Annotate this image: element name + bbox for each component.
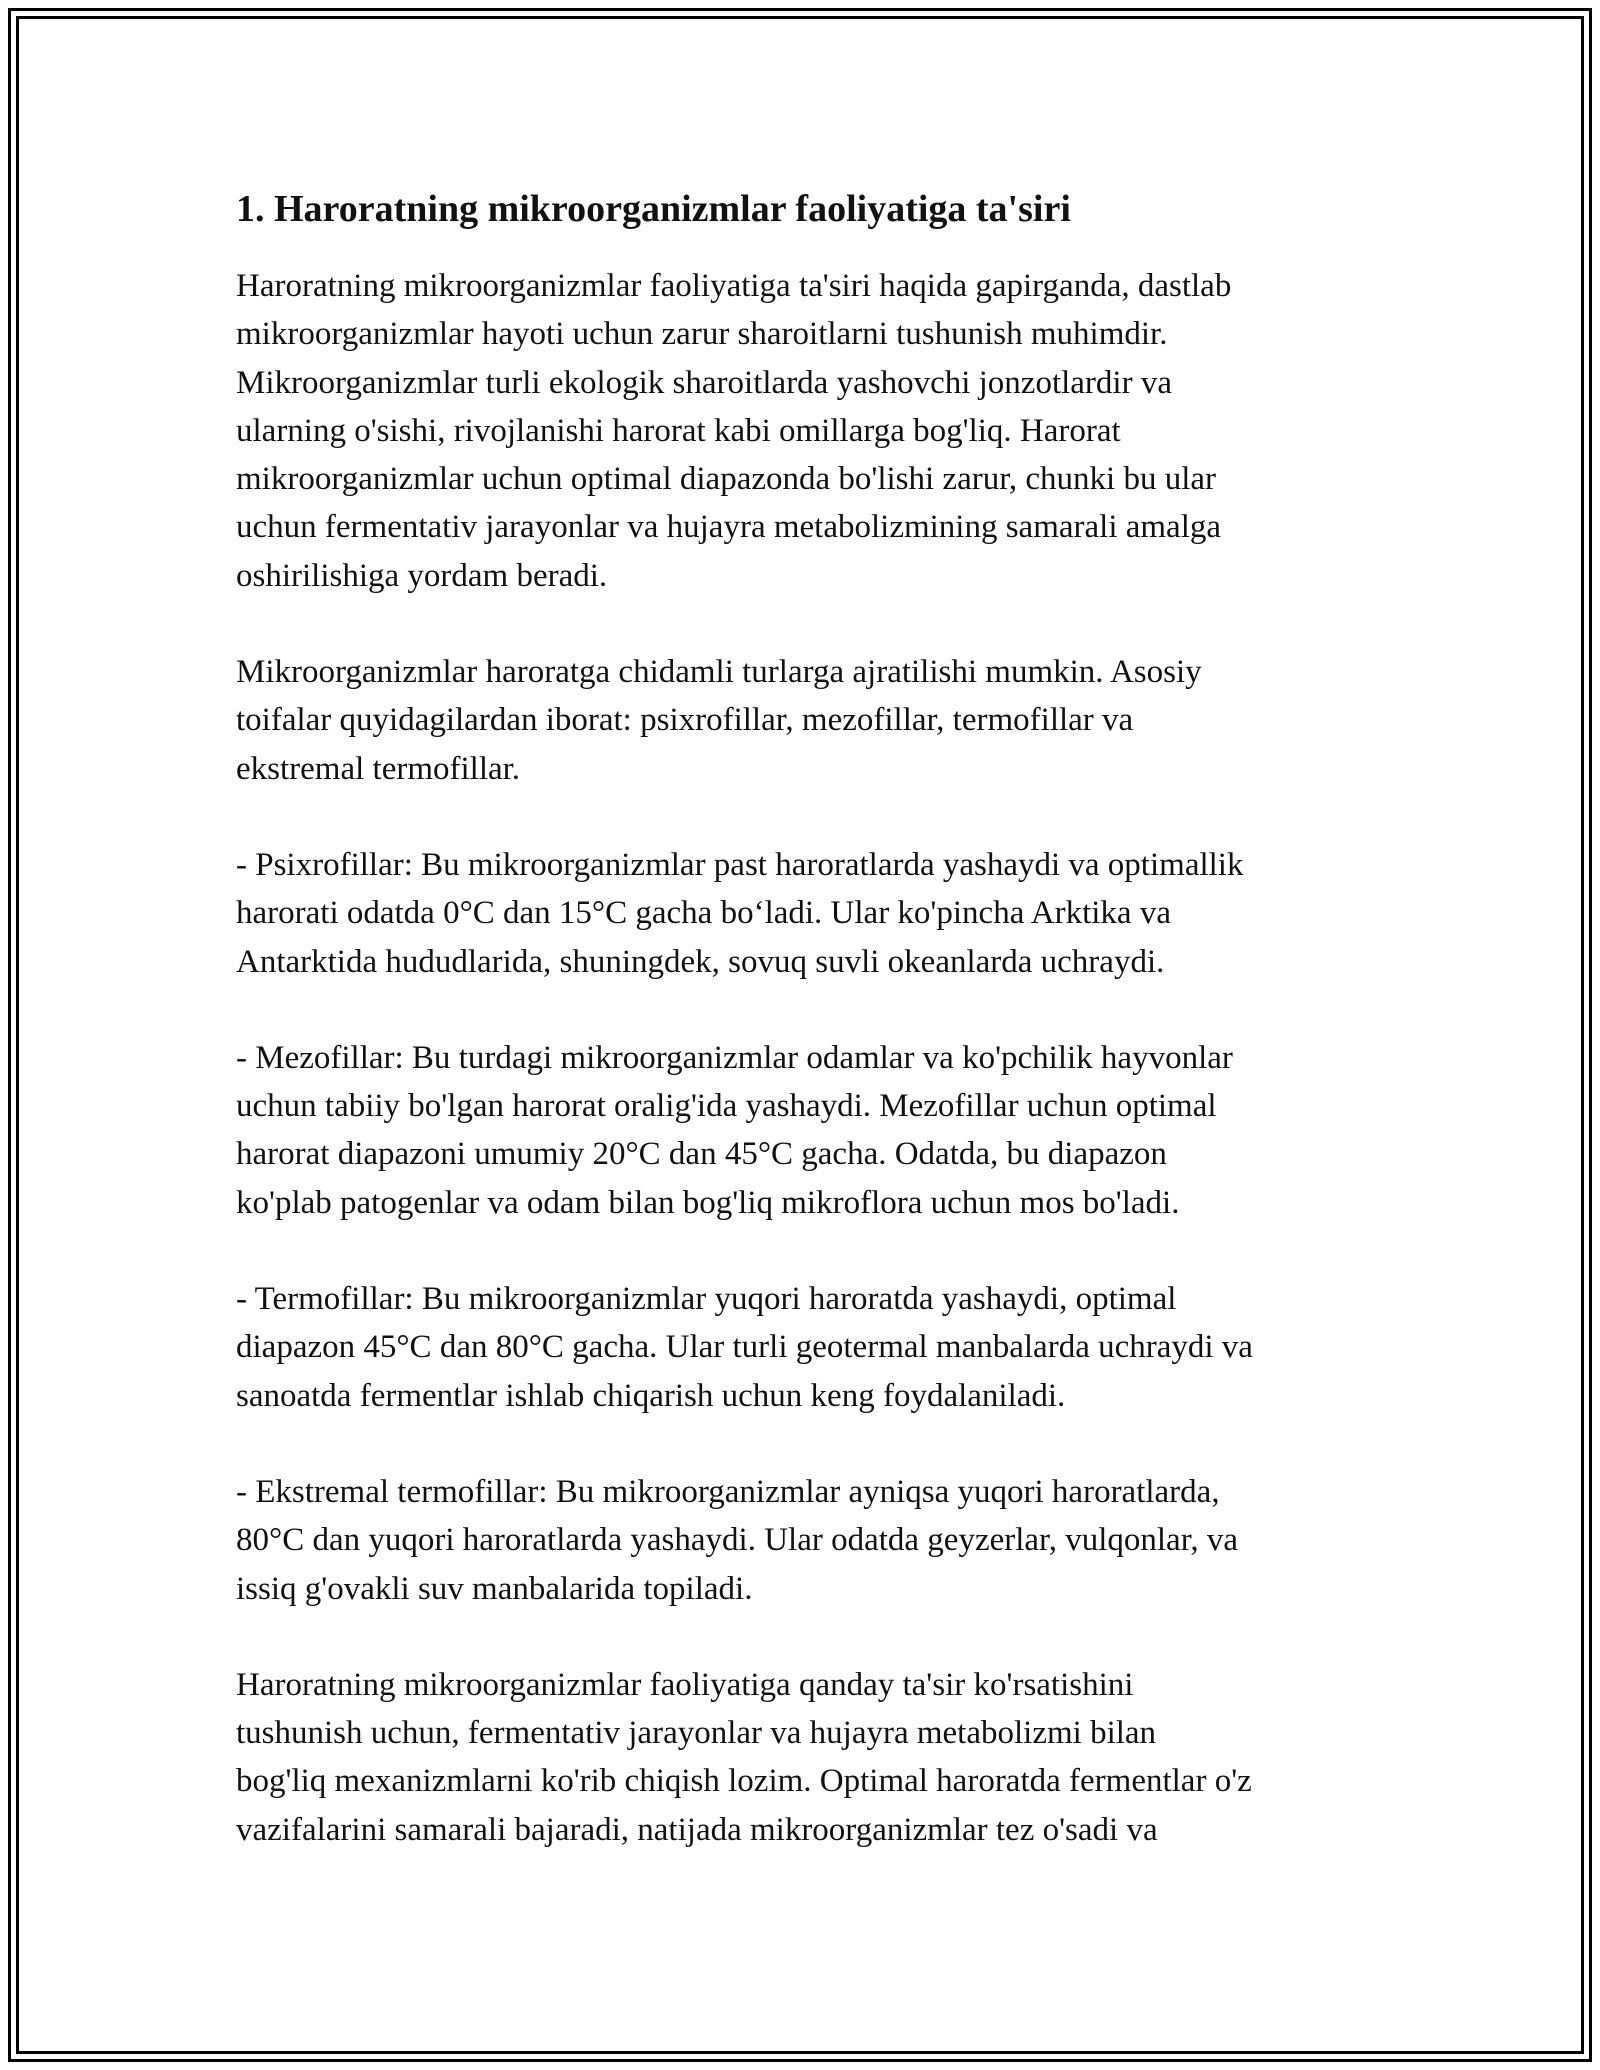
paragraph-extreme-thermophiles: - Ekstremal termofillar: Bu mikroorganizmlar ayniqsa yuqori haroratlarda, 80°C dan yuqori haroratlarda yashaydi. Ular odatda geyzerlar, vulqonlar, va issiq g'ovakli suv manbalarida topiladi.	[236, 1473, 1239, 1607]
paragraph-psychrophiles: - Psixrofillar: Bu mikroorganizmlar past haroratlarda yashaydi va optimallik harorati odatda 0°C dan 15°C gacha bo‘ladi. Ular ko'pincha Arktika va Antarktida hududlarida, shuningdek, sovuq suvli okeanlarda uchraydi.	[236, 846, 1244, 980]
paragraph-mesophiles: - Mezofillar: Bu turdagi mikroorganizmlar odamlar va ko'pchilik hayvonlar uchun tabiiy bo'lgan harorat oralig'ida yashaydi. Mezofillar uchun optimal harorat diapazoni umumiy 20°C dan 45°C gacha. Odatda, bu diapazon ko'plab patogenlar va odam bilan bog'liq mikroflora uchun mos bo'ladi.	[236, 1039, 1233, 1221]
document-body	[236, 186, 1376, 1902]
paragraph-categories: Mikroorganizmlar haroratga chidamli turlarga ajratilishi mumkin. Asosiy toifalar quyidagilardan iborat: psixrofillar, mezofillar, termofillar va ekstremal termofillar.	[236, 654, 1202, 787]
section-heading: 1. Haroratning mikroorganizmlar faoliyatiga ta'siri	[236, 188, 1071, 230]
paragraph-intro: Haroratning mikroorganizmlar faoliyatiga ta'siri haqida gapirganda, dastlab mikroorganizmlar hayoti uchun zarur sharoitlarni tushunish muhimdir. Mikroorganizmlar turli ekologik sharoitlarda yashovchi jonzotlardir va ularning o'sishi, rivojlanishi harorat kabi omillarga bog'liq. Harorat mikroorganizmlar uchun optimal diapazonda bo'lishi zarur, chunki bu ular uchun fermentativ jarayonlar va hujayra metabolizmining samarali amalga oshirilishiga yordam beradi.	[236, 268, 1232, 594]
paragraph-thermophiles: - Termofillar: Bu mikroorganizmlar yuqori haroratda yashaydi, optimal diapazon 45°C dan 80°C gacha. Ular turli geotermal manbalarda uchraydi va sanoatda fermentlar ishlab chiqarish uchun keng foydalaniladi.	[236, 1281, 1253, 1414]
paragraph-conclusion: Haroratning mikroorganizmlar faoliyatiga qanday ta'sir ko'rsatishini tushunish uchun, fermentativ jarayonlar va hujayra metabolizmi bilan bog'liq mexanizmlarni ko'rib chiqish lozim. Optimal haroratda fermentlar o'z vazifalarini samarali bajaradi, natijada mikroorganizmlar tez o'sadi va	[236, 1666, 1252, 1848]
